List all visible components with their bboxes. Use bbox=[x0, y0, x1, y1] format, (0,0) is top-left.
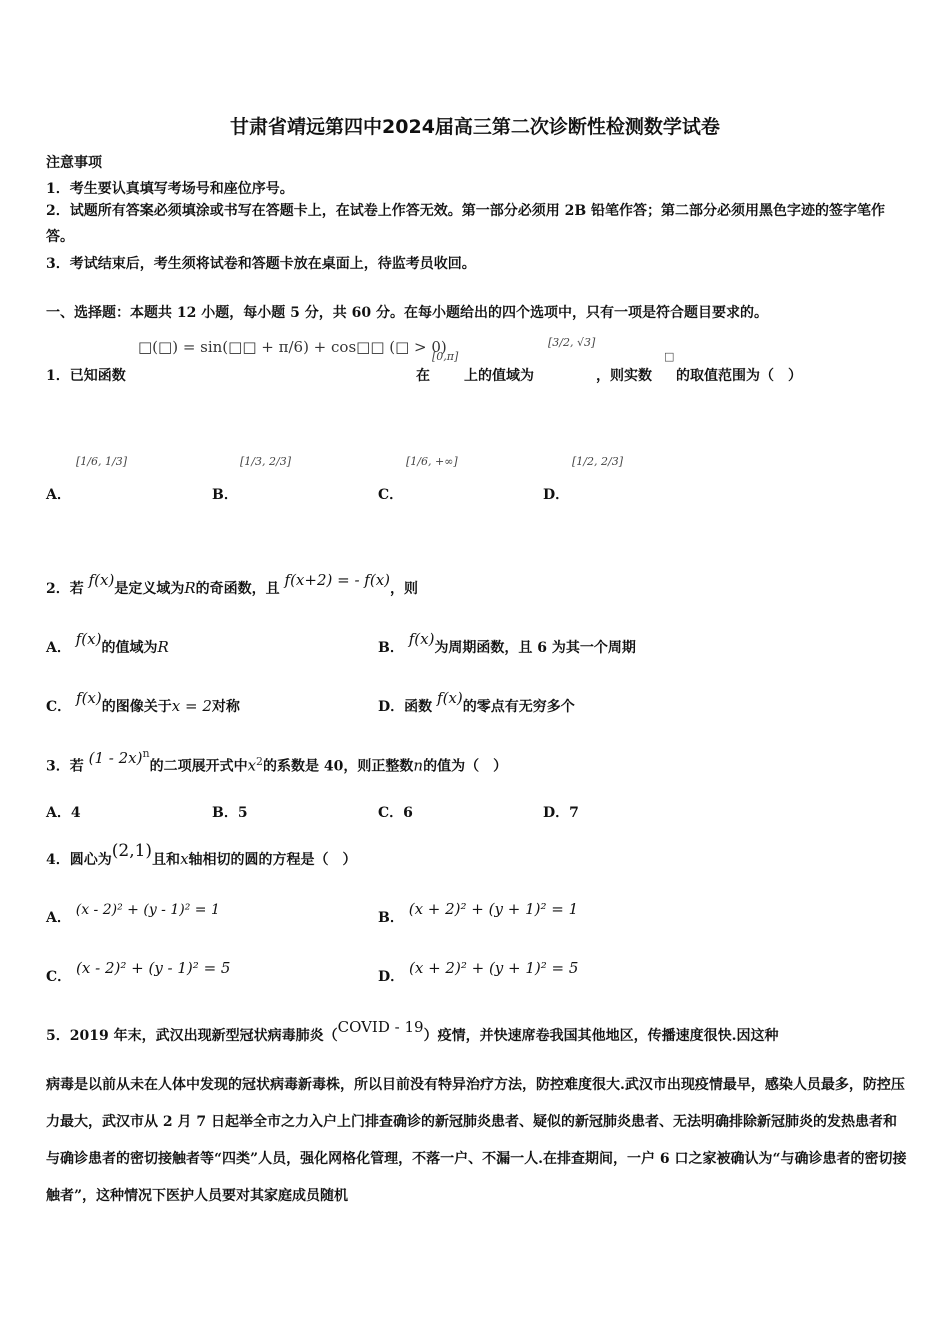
q3-stem: 3．若 (1 - 2x)$^n$的二项展开式中$x^2$的系数是 40，则正整数n的值为（ ） bbox=[46, 747, 508, 775]
q1-option-b-math: [1/3, 2/3] bbox=[240, 455, 291, 468]
q1-option-c[interactable]: C． bbox=[378, 487, 404, 503]
notice-item-3: 3．考试结束后，考生须将试卷和答题卡放在桌面上，待监考员收回。 bbox=[46, 256, 476, 272]
q4-option-c[interactable]: C． (x - 2)² + (y - 1)² = 5 bbox=[46, 959, 231, 985]
q4-option-d[interactable]: D． (x + 2)² + (y + 1)² = 5 bbox=[378, 959, 579, 985]
q4-option-a[interactable]: A． (x - 2)² + (y - 1)² = 1 bbox=[46, 902, 220, 926]
q2-option-b[interactable]: B． f(x)为周期函数，且 6 为其一个周期 bbox=[378, 630, 636, 656]
q1-mid2: 上的值域为 bbox=[464, 368, 534, 384]
q5-stem-first-line: 5．2019 年末，武汉出现新型冠状病毒肺炎（COVID - 19）疫情，并快速席卷我国其他地区，传播速度很快.因这种 bbox=[46, 1018, 779, 1044]
q1-mid3: ，则实数 bbox=[596, 368, 652, 384]
q1-interval-domain: [0,π] bbox=[432, 350, 459, 363]
q1-option-b[interactable]: B． bbox=[212, 487, 238, 503]
q4-option-b[interactable]: B． (x + 2)² + (y + 1)² = 1 bbox=[378, 900, 579, 926]
q2-stem: 2．若 f(x)是定义域为R的奇函数，且 f(x+2) = - f(x)，则 bbox=[46, 571, 418, 597]
q2-option-d[interactable]: D．函数 f(x)的零点有无穷多个 bbox=[378, 689, 575, 715]
q3-option-b[interactable]: B．5 bbox=[212, 805, 248, 821]
notice-item-1: 1．考生要认真填写考场号和座位序号。 bbox=[46, 181, 294, 197]
q3-option-a[interactable]: A．4 bbox=[46, 805, 81, 821]
q3-option-c[interactable]: C．6 bbox=[378, 805, 413, 821]
q1-option-a-math: [1/6, 1/3] bbox=[76, 455, 127, 468]
q1-option-c-math: [1/6, +∞] bbox=[406, 455, 458, 468]
q1-option-a[interactable]: A． bbox=[46, 487, 71, 503]
page-title: 甘肃省靖远第四中2024届高三第二次诊断性检测数学试卷 bbox=[230, 116, 720, 138]
q2-option-c[interactable]: C． f(x)的图像关于x = 2对称 bbox=[46, 689, 240, 715]
section-heading: 一、选择题：本题共 12 小题，每小题 5 分，共 60 分。在每小题给出的四个选项中，只有一项是符合题目要求的。 bbox=[46, 305, 768, 321]
q1-formula: □(□) = sin(□□ + π/6) + cos□□ (□ > 0) bbox=[138, 338, 447, 356]
q4-stem: 4．圆心为(2,1)且和x轴相切的圆的方程是（ ） bbox=[46, 841, 357, 868]
q1-option-d[interactable]: D． bbox=[543, 487, 570, 503]
q1-prefix: 1．已知函数 bbox=[46, 368, 126, 384]
q1-interval-range: [3/2, √3] bbox=[548, 336, 596, 349]
q3-option-d[interactable]: D．7 bbox=[543, 805, 579, 821]
q1-variable: □ bbox=[664, 350, 675, 363]
notice-heading: 注意事项 bbox=[46, 155, 102, 171]
q1-suffix: 的取值范围为（ ） bbox=[676, 368, 802, 384]
q5-stem-body: 病毒是以前从未在人体中发现的冠状病毒新毒株，所以目前没有特异治疗方法，防控难度很大.武汉市出现疫情最早，感染人员最多，防控压力最大，武汉市从 2 月 7 日起举全市之力入户上门排查确诊的新冠肺炎患者、疑似的新冠肺炎患者、无法明确排除新冠肺炎的发热患者和与确诊患者的密切接触者等“四类”人员，强化网格化管理，不落一户、不漏一人.在排查期间，一户 6 口之家被确认为“与确诊患者的密切接触者”，这种情况下医护人员要对其家庭成员随机 bbox=[46, 1077, 907, 1204]
q1-mid1: 在 bbox=[416, 368, 430, 384]
notice-item-2: 2．试题所有答案必须填涂或书写在答题卡上，在试卷上作答无效。第一部分必须用 2B 铅笔作答；第二部分必须用黑色字迹的签字笔作答。 bbox=[46, 203, 886, 245]
q2-option-a[interactable]: A． f(x)的值域为R bbox=[46, 630, 169, 656]
q1-option-d-math: [1/2, 2/3] bbox=[572, 455, 623, 468]
